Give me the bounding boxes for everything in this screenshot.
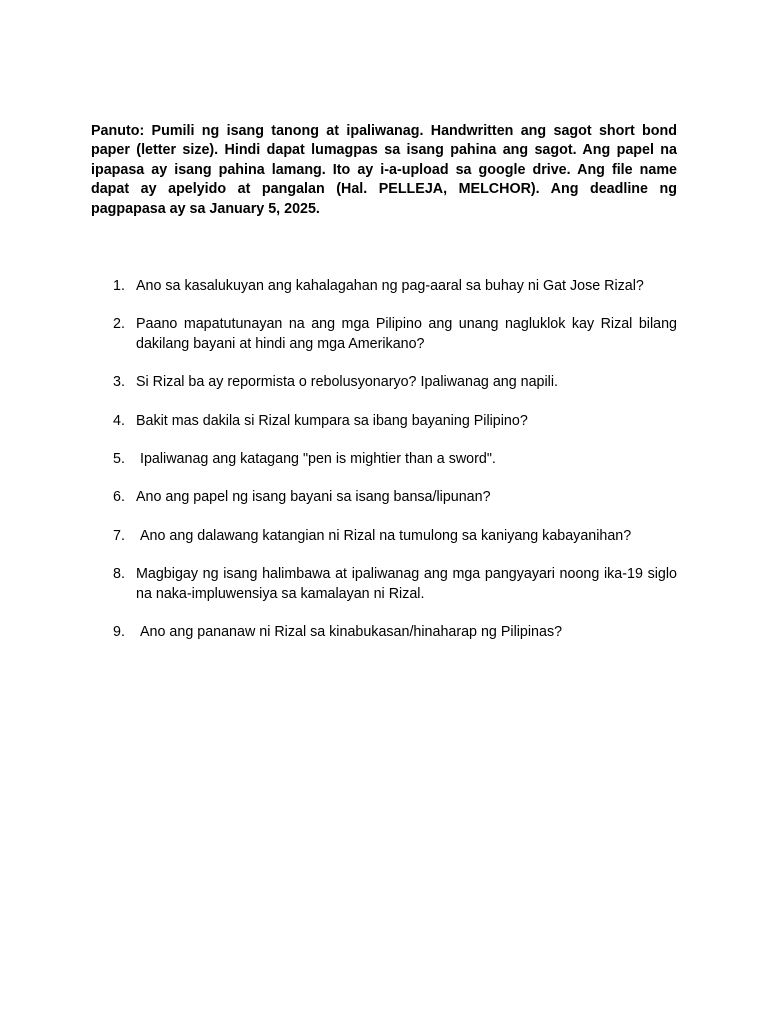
question-number: 8. — [113, 566, 125, 583]
question-number: 6. — [113, 489, 125, 506]
question-number: 7. — [113, 527, 125, 544]
question-text: Bakit mas dakila si Rizal kumpara sa ibang bayaning Pilipino? — [136, 412, 528, 429]
question-text: Si Rizal ba ay repormista o rebolusyonaryo? Ipaliwanag ang napili. — [136, 374, 558, 391]
question-item — [91, 412, 677, 431]
question-item — [91, 373, 677, 392]
question-number: 2. — [113, 316, 125, 333]
question-number: 3. — [113, 374, 125, 391]
question-list — [91, 277, 677, 661]
question-item — [91, 488, 677, 507]
question-item — [91, 277, 677, 296]
question-number: 1. — [113, 278, 125, 294]
question-text: Ano ang dalawang katangian ni Rizal na tumulong sa kaniyang kabayanihan? — [140, 527, 632, 544]
question-text: Ipaliwanag ang katagang "pen is mightier than a sword". — [140, 451, 496, 468]
question-item — [91, 623, 677, 642]
question-number: 5. — [113, 451, 125, 468]
question-text: Ano ang pananaw ni Rizal sa kinabukasan/hinaharap ng Pilipinas? — [140, 624, 563, 641]
question-number: 9. — [113, 624, 125, 641]
question-item — [91, 450, 677, 469]
question-item — [91, 315, 677, 354]
question-text: Ano sa kasalukuyan ang kahalagahan ng pag-aaral sa buhay ni Gat Jose Rizal? — [136, 278, 644, 294]
question-text: Ano ang papel ng isang bayani sa isang bansa/lipunan? — [136, 489, 491, 506]
instructions-paragraph: Panuto: Pumili ng isang tanong at ipaliwanag. Handwritten ang sagot short bond paper (letter size). Hindi dapat lumagpas sa isang pahina ang sagot. Ang papel na ipapasa ay isang pahina lamang. Ito ay i-a-upload sa google drive. Ang file name dapat ay apelyido at pangalan (Hal. PELLEJA, MELCHOR). Ang deadline ng pagpapasa ay sa January 5, 2025. — [91, 123, 677, 217]
question-text: Paano mapatutunayan na ang mga Pilipino ang unang nagluklok kay Rizal bilang dakilang bayani at hindi ang mga Amerikano? — [136, 316, 677, 352]
question-item — [91, 565, 677, 604]
question-text: Magbigay ng isang halimbawa at ipaliwanag ang mga pangyayari noong ika-19 siglo na naka-impluwensiya sa kamalayan ni Rizal. — [136, 566, 677, 602]
question-number: 4. — [113, 412, 125, 429]
question-item — [91, 527, 677, 546]
